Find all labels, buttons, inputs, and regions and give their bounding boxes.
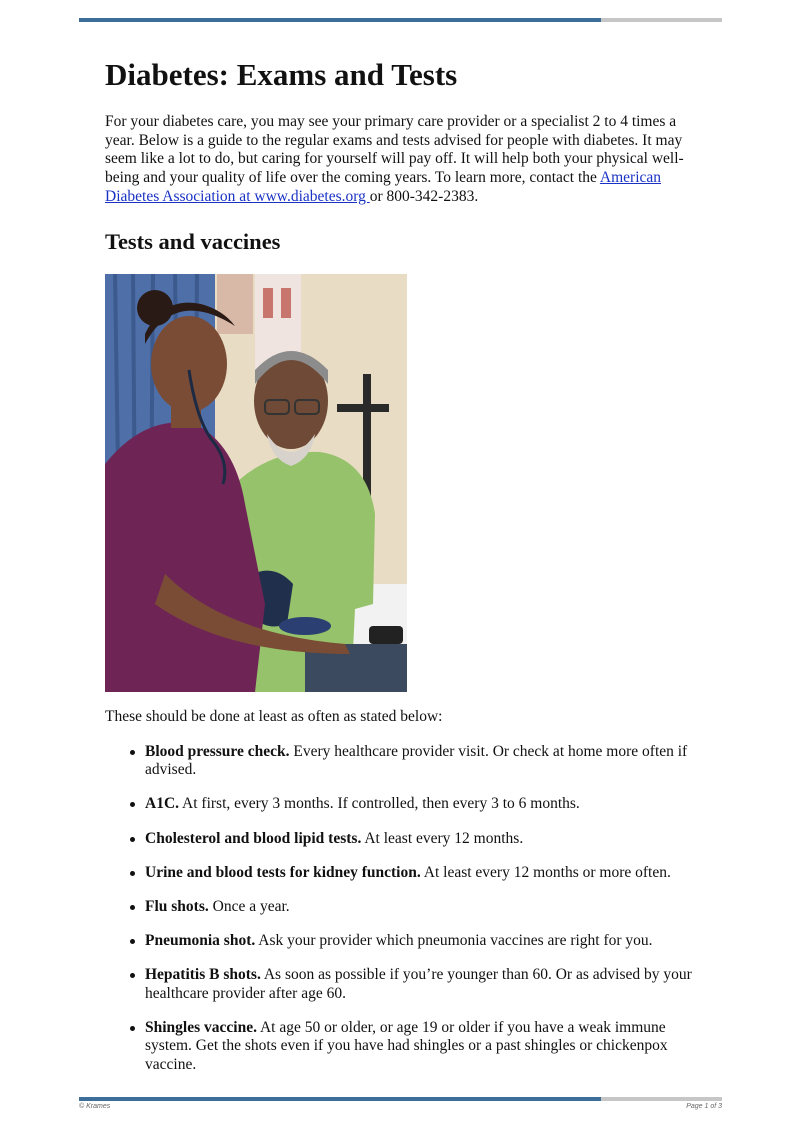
page-number: Page 1 of 3	[686, 1103, 722, 1110]
header-rule-remainder	[601, 18, 722, 22]
test-description: At least every 12 months.	[361, 829, 524, 847]
page-footer	[79, 1103, 722, 1110]
section-heading: Tests and vaccines	[105, 229, 281, 255]
intro-text-end: or 800-342-2383.	[369, 187, 479, 205]
list-item	[145, 864, 700, 883]
list-item	[145, 966, 700, 1003]
test-description: Ask your provider which pneumonia vaccines are right for you.	[255, 931, 653, 949]
footer-rule-accent	[79, 1097, 601, 1101]
header-rule	[79, 18, 722, 22]
test-description: As soon as possible if you’re younger than 60. Or as advised by your healthcare provider after age 60.	[145, 965, 692, 1002]
test-term: Pneumonia shot.	[145, 931, 256, 949]
footer-rule-remainder	[601, 1097, 722, 1101]
list-item	[145, 795, 700, 814]
photo-nurse-blood-pressure	[105, 274, 407, 692]
test-term: Cholesterol and blood lipid tests.	[145, 829, 362, 847]
list-item	[145, 898, 700, 917]
test-description: Once a year.	[208, 897, 290, 915]
intro-paragraph	[105, 113, 700, 206]
test-term: Urine and blood tests for kidney function.	[145, 863, 421, 881]
copyright-text: © Krames	[79, 1103, 111, 1110]
test-description: At age 50 or older, or age 19 or older if you have a weak immune system. Get the shots even if you have had shingles or a past shingles or chickenpox vaccine.	[145, 1018, 668, 1073]
test-term: Flu shots.	[145, 897, 209, 915]
list-item	[145, 932, 700, 951]
list-item	[145, 830, 700, 849]
intro-text: For your diabetes care, you may see your primary care provider or a specialist 2 to 4 times a year. Below is a guide to the regular exams and tests advised for people with diabetes. It may seem like a lot to do, but caring for yourself will pay off. It will help both your physical well-being and your quality of life over the coming years. To learn more, contact the	[105, 113, 684, 186]
page-title: Diabetes: Exams and Tests	[105, 57, 458, 92]
test-description: At least every 12 months or more often.	[420, 863, 671, 881]
tests-lead-in: These should be done at least as often as stated below:	[105, 708, 443, 726]
test-term: Shingles vaccine.	[145, 1018, 257, 1036]
test-term: Hepatitis B shots.	[145, 965, 261, 983]
list-item	[145, 743, 700, 780]
list-item	[145, 1019, 700, 1075]
tests-list	[105, 743, 700, 1075]
test-description: Every healthcare provider visit. Or check at home more often if advised.	[145, 742, 688, 779]
test-term: A1C.	[145, 795, 180, 813]
article	[105, 56, 700, 1090]
ada-link[interactable]: American Diabetes Association at www.diabetes.org	[105, 168, 662, 205]
test-description: At first, every 3 months. If controlled, then every 3 to 6 months.	[179, 795, 580, 813]
test-term: Blood pressure check.	[145, 742, 290, 760]
header-rule-accent	[79, 18, 601, 22]
footer-rule	[79, 1097, 722, 1101]
